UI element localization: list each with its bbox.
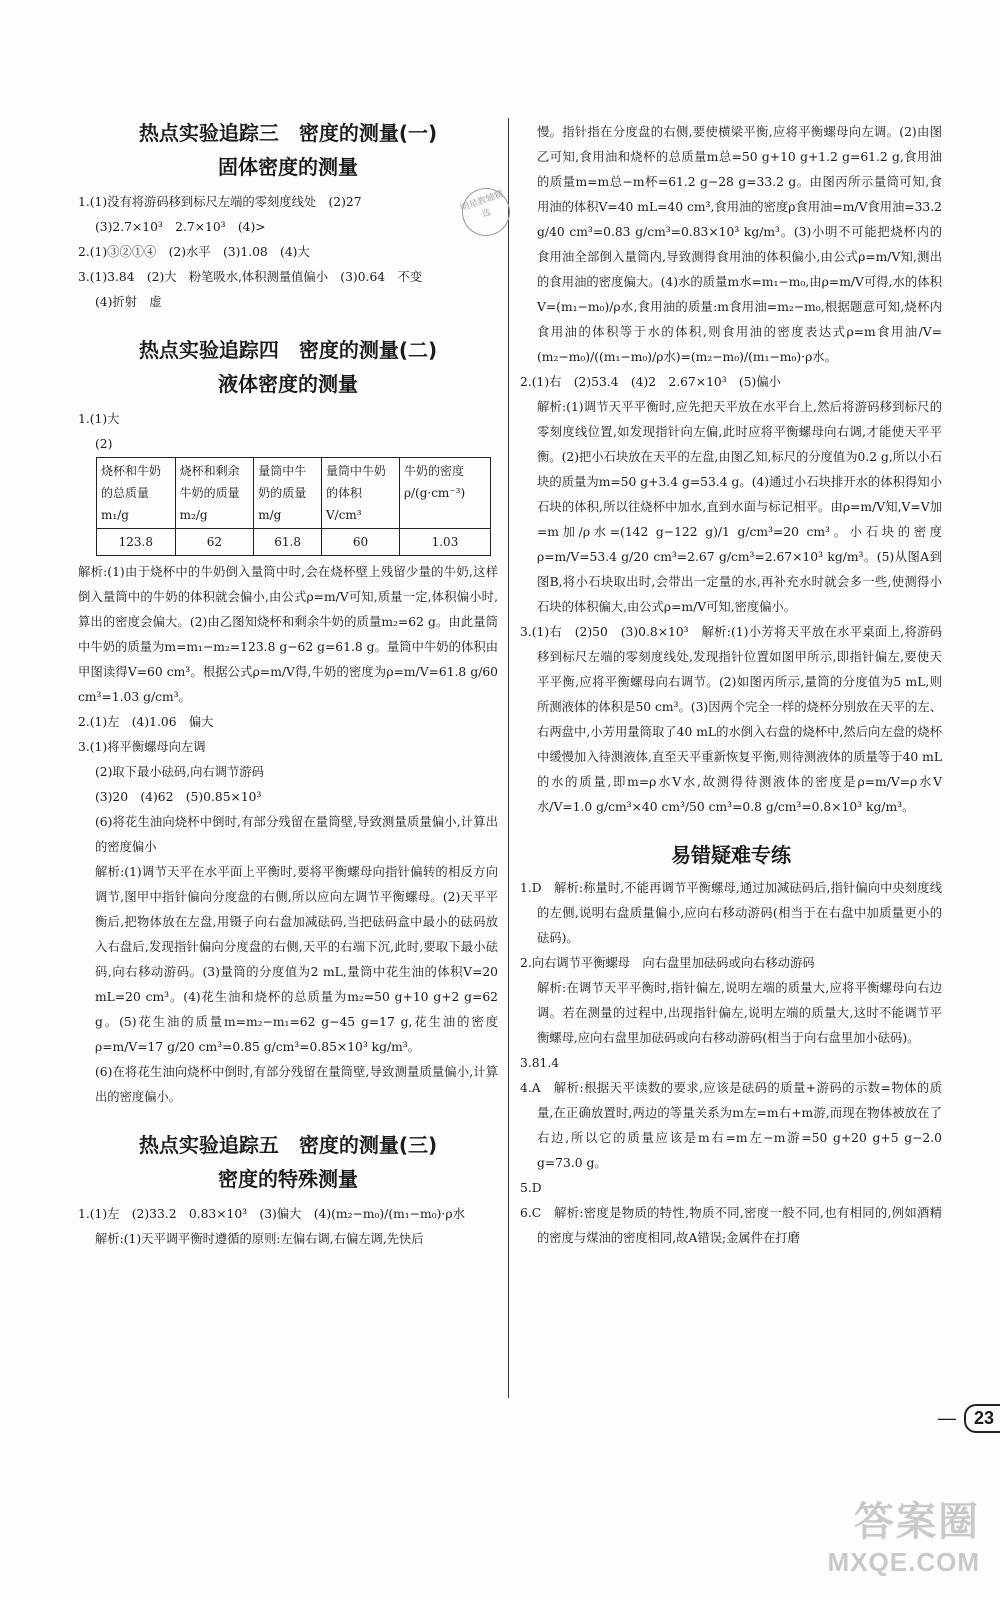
answer-line: (3)20 (4)62 (5)0.85×10³ xyxy=(95,790,262,804)
publisher-stamp: 明星教辅精选 xyxy=(455,181,517,243)
answer-line: 3.(1)将平衡螺母向左调 xyxy=(78,740,206,754)
section-subtitle-5: 密度的特殊测量 xyxy=(218,1167,358,1191)
watermark-url: MXQE.COM xyxy=(827,1547,980,1577)
answer-line: 1.D 解析:称量时,不能再调节平衡螺母,通过加减砝码后,指针偏向中央刻度线的左侧,说明右盘质量偏小,应向右移动游码(相当于在右盘中加质量更小的砝码)。 xyxy=(520,881,942,945)
answer-line: 2.(1)③②①④ (2)水平 (3)1.08 (4)大 xyxy=(78,245,310,259)
table-header-row xyxy=(97,458,491,529)
page-number: — 23 xyxy=(964,1404,1000,1433)
answer-line: 2.(1)右 (2)53.4 (4)2 2.67×10³ (5)偏小 xyxy=(520,375,781,389)
table-cell: 61.8 xyxy=(254,529,322,556)
answer-line: 5.D xyxy=(520,1181,542,1195)
table-row xyxy=(97,529,491,556)
section-title-errors: 易错疑难专练 xyxy=(671,843,791,867)
answer-line: 4.A 解析:根据天平读数的要求,应该是砝码的质量+游码的示数=物体的质量,在正确放置时,两边的等量关系为m左=m右+m游,而现在物体被放在了右边,所以它的质量应该是m右=m左−m游=50 g+20 g+5 g−2.0 g=73.0 g。 xyxy=(520,1081,942,1170)
section-subtitle-3: 固体密度的测量 xyxy=(218,155,358,179)
column-divider xyxy=(508,118,509,1398)
answer-line: (3)2.7×10³ 2.7×10³ (4)> xyxy=(95,220,266,234)
section-title-3: 热点实验追踪三 密度的测量(一) xyxy=(138,121,438,145)
explanation: 慢。指针指在分度盘的右侧,要使横梁平衡,应将平衡螺母向左调。(2)由图乙可知,食用油和烧杯的总质量m总=50 g+10 g+1.2 g=61.2 g,食用油的质量m=m总−m杯=61.2 g−28 g=33.2 g。由图丙所示量筒可知,食用油的体积V=40 mL=40 cm³,食用油的密度ρ食用油=m/V食用油=33.2 g/40 cm³=0.83 g/cm³=0.83×10³ kg/m³。(3)小明不可能把烧杯内的食用油全部倒入量筒内,导致测得食用油的体积偏小,由公式ρ=m/V知,测出的食用油的密度偏大。(4)水的质量m水=m₁−m₀,由ρ=m/V可得,水的体积V=(m₁−m₀)/ρ水,食用油的质量:m食用油=m₂−m₀,根据题意可知,烧杯内食用油的体积等于水的体积,则食用油的密度表达式ρ=m食用油/V=(m₂−m₀)/((m₁−m₀)/ρ水)=(m₂−m₀)/(m₁−m₀)·ρ水。 xyxy=(537,125,942,364)
table-header-cell: 量筒中牛奶的质量m/g xyxy=(254,458,322,529)
right-column xyxy=(520,120,942,1251)
answer-line: (6)将花生油向烧杯中倒时,有部分残留在量筒壁,导致测量质量偏小,计算出的密度偏小 xyxy=(95,815,498,854)
answer-line: (2)取下最小砝码,向右调节游码 xyxy=(95,765,264,779)
answer-line: (2) xyxy=(95,437,113,451)
answer-line: 3.(1)右 (2)50 (3)0.8×10³ 解析:(1)小芳将天平放在水平桌面上,将游码移到标尺左端的零刻度线处,发现指针位置如图甲所示,即指针偏左,要使天平平衡,应将平衡螺母向右调节。(2)如图丙所示,量筒的分度值为5 mL,则所测液体的体积是50 cm³。(3)因两个完全一样的烧杯分别放在天平的左、右两盘中,小芳用量筒取了40 mL的水倒入右盘的烧杯中,然后向左盘的烧杯中缓慢加入待测液体,直至天平重新恢复平衡,则待测液体的质量等于40 mL的水的质量,即m=ρ水V水,故测得待测液体的密度是ρ=m/V=ρ水V水/V=1.0 g/cm³×40 cm³/50 cm³=0.8 g/cm³=0.8×10³ kg/m³。 xyxy=(520,625,942,814)
explanation: 解析:(1)天平调平衡时遵循的原则:左偏右调,右偏左调,先快后 xyxy=(95,1232,424,1246)
table-cell: 60 xyxy=(322,529,400,556)
answer-line: 1.(1)大 xyxy=(78,412,120,426)
table-cell: 123.8 xyxy=(97,529,176,556)
table-header-cell: 量筒中牛奶的体积V/cm³ xyxy=(322,458,400,529)
left-column xyxy=(78,120,498,1252)
answer-line: 1.(1)左 (2)33.2 0.83×10³ (3)偏大 (4)(m₂−m₀)/(m₁−m₀)·ρ水 xyxy=(78,1207,465,1221)
answer-line: 1.(1)没有将游码移到标尺左端的零刻度线处 (2)27 xyxy=(78,195,362,209)
answer-line: 3.(1)3.84 (2)大 粉笔吸水,体积测量值偏小 (3)0.64 不变 xyxy=(78,270,423,284)
explanation: 解析:在调节天平平衡时,指针偏左,说明左端的质量大,应将平衡螺母向右边调。若在测量的过程中,出现指针偏左,说明左端的质量大,这时不能调节平衡螺母,应向右盘里加砝码或向右移动游码(相当于向右盘里加小砝码)。 xyxy=(537,981,942,1045)
explanation: (6)在将花生油向烧杯中倒时,有部分残留在量筒壁,导致测量质量偏小,计算出的密度偏小。 xyxy=(95,1065,498,1104)
section-title-5: 热点实验追踪五 密度的测量(三) xyxy=(138,1133,438,1157)
watermark-logo xyxy=(800,1490,980,1590)
table-header-cell: 烧杯和剩余牛奶的质量m₂/g xyxy=(175,458,254,529)
section-subtitle-4: 液体密度的测量 xyxy=(218,372,358,396)
table-cell: 62 xyxy=(175,529,254,556)
table-header-cell: 牛奶的密度ρ/(g·cm⁻³) xyxy=(399,458,490,529)
explanation: 解析:(1)由于烧杯中的牛奶倒入量筒中时,会在烧杯壁上残留少量的牛奶,这样倒入量筒中的牛奶的体积就会偏小,由公式ρ=m/V可知,质量一定,体积偏小时,算出的密度会偏大。(2)由乙图知烧杯和剩余牛奶的质量m₂=62 g。由此量筒中牛奶的质量为m=m₁−m₂=123.8 g−62 g=61.8 g。量筒中牛奶的体积由甲图读得V=60 cm³。根据公式ρ=m/V得,牛奶的密度为ρ=m/V=61.8 g/60 cm³=1.03 g/cm³。 xyxy=(78,565,498,704)
table-cell: 1.03 xyxy=(399,529,490,556)
explanation: 解析:(1)调节天平在水平面上平衡时,要将平衡螺母向指针偏转的相反方向调节,图甲中指针偏向分度盘的右侧,所以应向左调节平衡螺母。(2)天平平衡后,把物体放在左盘,用镊子向右盘加减砝码,当把砝码盒中最小的砝码放入右盘后,发现指针偏向分度盘的右侧,天平的右端下沉,此时,要取下最小砝码,向右移动游码。(3)量筒的分度值为2 mL,量筒中花生油的体积V=20 mL=20 cm³。(4)花生油和烧杯的总质量为m₂=50 g+10 g+2 g=62 g。(5)花生油的质量m=m₂−m₁=62 g−45 g=17 g,花生油的密度ρ=m/V=17 g/20 cm³=0.85 g/cm³=0.85×10³ kg/m³。 xyxy=(95,865,498,1054)
answer-line: 2.向右调节平衡螺母 向右盘里加砝码或向右移动游码 xyxy=(520,956,815,970)
explanation: 解析:(1)调节天平平衡时,应先把天平放在水平台上,然后将游码移到标尺的零刻度线位置,如发现指针向左偏,此时应将平衡螺母向右调,才能使天平平衡。(2)把小石块放在天平的左盘,由图乙知,标尺的分度值为0.2 g,所以小石块的质量为m=50 g+3.4 g=53.4 g。(4)通过小石块排开水的体积得知小石块的体积,所以往烧杯中加水,直到水面与标记相平。由ρ=m/V知,V=V加=m加/ρ水=(142 g−122 g)/1 g/cm³=20 cm³。小石块的密度ρ=m/V=53.4 g/20 cm³=2.67 g/cm³=2.67×10³ kg/m³。(5)从图A到图B,将小石块取出时,会带出一定量的水,再补充水时就会多一些,使测得小石块的体积偏大,由公式ρ=m/V可知,密度偏小。 xyxy=(537,400,942,614)
table-header-cell: 烧杯和牛奶的总质量m₁/g xyxy=(97,458,176,529)
milk-density-table xyxy=(96,457,491,556)
watermark-text: 答案圈 xyxy=(854,1499,980,1545)
answer-line: (4)折射 虚 xyxy=(95,295,162,309)
answer-line: 2.(1)左 (4)1.06 偏大 xyxy=(78,715,214,729)
section-title-4: 热点实验追踪四 密度的测量(二) xyxy=(138,338,438,362)
answer-line: 3.81.4 xyxy=(520,1056,560,1070)
answer-line: 6.C 解析:密度是物质的特性,物质不同,密度一般不同,也有相同的,例如酒精的密度与煤油的密度相同,故A错误;金属件在打磨 xyxy=(520,1206,942,1245)
